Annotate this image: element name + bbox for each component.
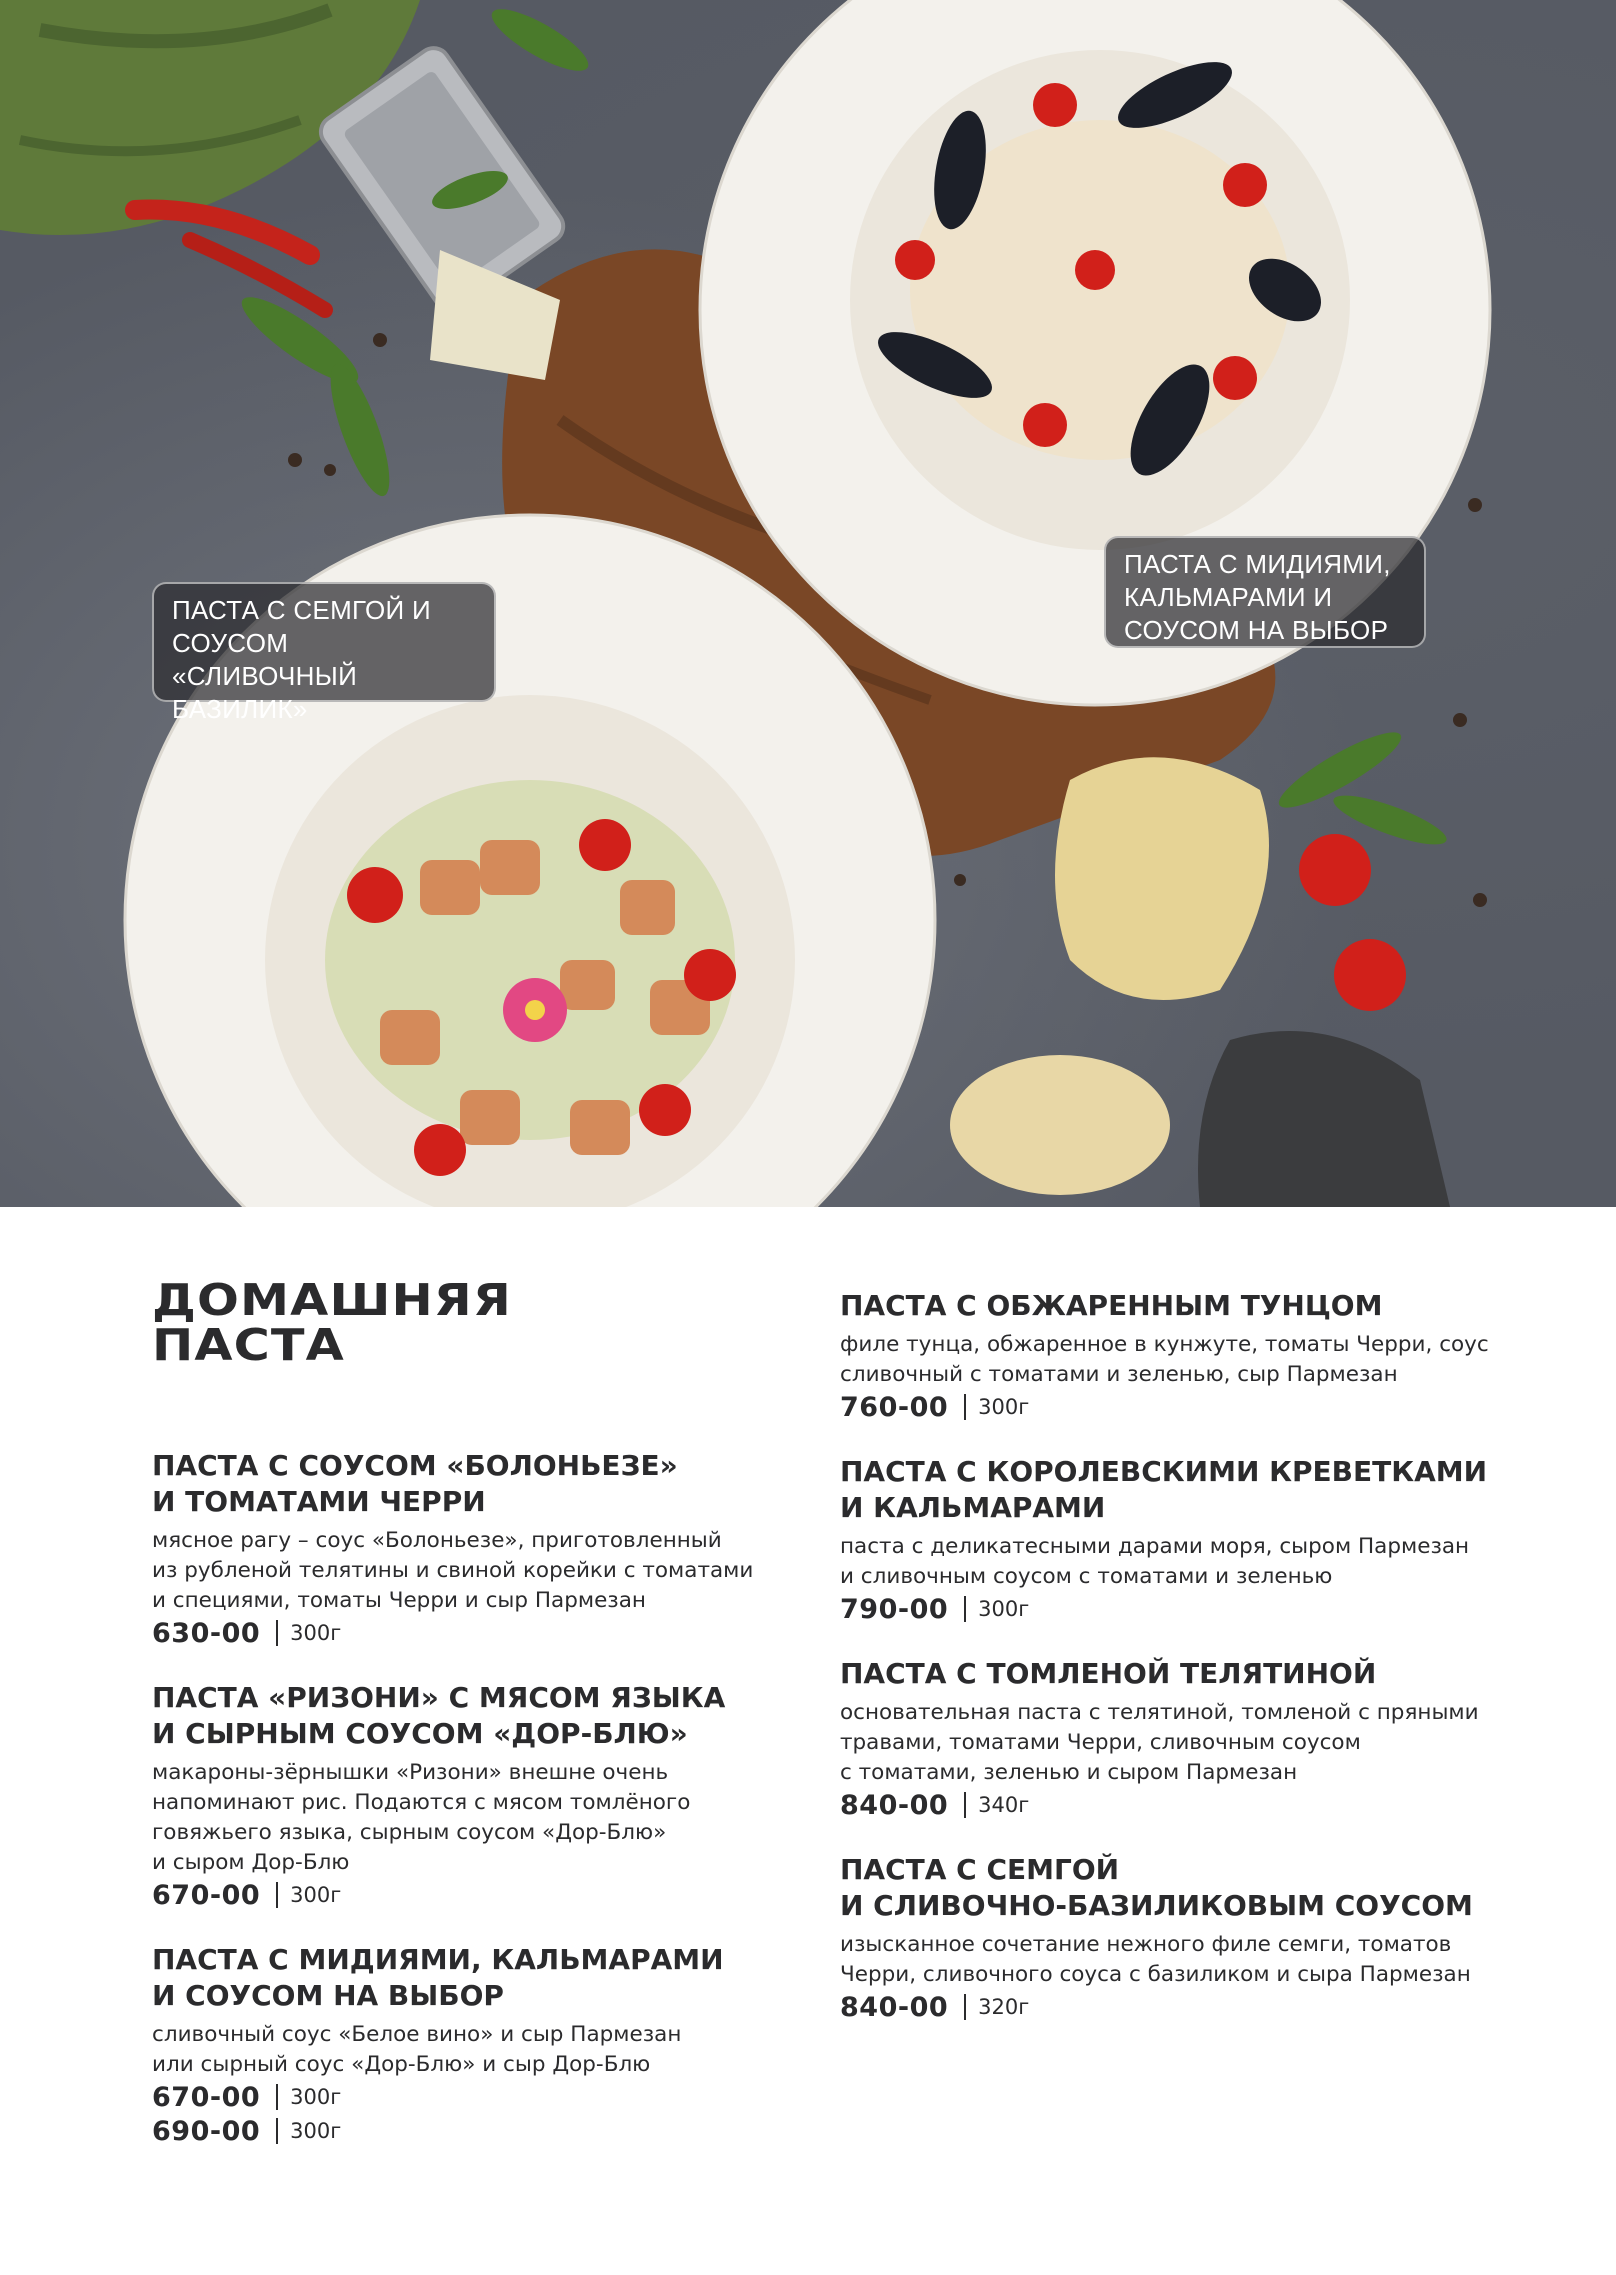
dish-name: ПАСТА С СОУСОМ «БОЛОНЬЕЗЕ» И ТОМАТАМИ ЧЕРРИ — [152, 1449, 678, 1518]
photo-label-mussels-pasta: ПАСТА С МИДИЯМИ, КАЛЬМАРАМИ И СОУСОМ НА ВЫБОР — [1104, 536, 1426, 648]
price-row — [840, 1990, 1500, 2024]
dish-description: сливочный соус «Белое вино» и сыр Пармезан или сырный соус «Дор-Блю» и сыр Дор-Блю — [152, 2022, 682, 2077]
dish-weight: 300г — [978, 1597, 1030, 1621]
menu-item — [840, 1288, 1500, 1424]
dish-description: макароны-зёрнышки «Ризони» внешне очень напоминают рис. Подаются с мясом томлёного говяжьего языка, сырным соусом «Дор-Блю» и сыром Дор-Блю — [152, 1760, 691, 1875]
menu-item — [840, 1852, 1500, 2024]
menu-item — [840, 1656, 1500, 1822]
menu-item — [152, 1680, 812, 1912]
price-separator — [964, 1596, 966, 1622]
price-separator — [276, 2084, 278, 2110]
dish-price: 630-00 — [152, 1617, 261, 1649]
dish-description: филе тунца, обжаренное в кунжуте, томаты Черри, соус сливочный с томатами и зеленью, сыр Пармезан — [840, 1332, 1489, 1387]
dish-name: ПАСТА С КОРОЛЕВСКИМИ КРЕВЕТКАМИ И КАЛЬМАРАМИ — [840, 1455, 1488, 1524]
menu-item — [152, 1942, 812, 2148]
price-separator — [276, 1882, 278, 1908]
dish-weight: 300г — [290, 1883, 342, 1907]
dish-name: ПАСТА С ТОМЛЕНОЙ ТЕЛЯТИНОЙ — [840, 1657, 1377, 1690]
price-row — [840, 1788, 1500, 1822]
dish-name: ПАСТА С МИДИЯМИ, КАЛЬМАРАМИ И СОУСОМ НА ВЫБОР — [152, 1943, 724, 2012]
dish-description: изысканное сочетание нежного филе семги, томатов Черри, сливочного соуса с базиликом и сыра Пармезан — [840, 1932, 1471, 1987]
dish-price: 840-00 — [840, 1789, 949, 1821]
dish-price: 670-00 — [152, 1879, 261, 1911]
price-separator — [276, 1620, 278, 1646]
menu-column-left — [152, 1448, 812, 2148]
dish-weight: 300г — [290, 2119, 342, 2143]
price-separator — [964, 1394, 966, 1420]
price-row — [152, 1616, 812, 1650]
dish-weight: 300г — [290, 1621, 342, 1645]
price-row — [840, 1592, 1500, 1626]
dish-price: 790-00 — [840, 1593, 949, 1625]
photo-label-salmon-pasta: ПАСТА С СЕМГОЙ И СОУСОМ «СЛИВОЧНЫЙ БАЗИЛИК» — [152, 582, 496, 702]
dish-weight: 300г — [290, 2085, 342, 2109]
price-row — [152, 2080, 812, 2114]
price-row — [152, 1878, 812, 1912]
price-separator — [964, 1792, 966, 1818]
price-separator — [964, 1994, 966, 2020]
price-separator — [276, 2118, 278, 2144]
section-title: ДОМАШНЯЯ ПАСТА — [152, 1275, 512, 1371]
dish-name: ПАСТА С ОБЖАРЕННЫМ ТУНЦОМ — [840, 1289, 1383, 1322]
dish-name: ПАСТА С СЕМГОЙ И СЛИВОЧНО-БАЗИЛИКОВЫМ СОУСОМ — [840, 1853, 1473, 1922]
dish-price: 670-00 — [152, 2081, 261, 2113]
dish-weight: 300г — [978, 1395, 1030, 1419]
menu-column-right — [840, 1288, 1500, 2024]
dish-price: 840-00 — [840, 1991, 949, 2023]
dish-name: ПАСТА «РИЗОНИ» С МЯСОМ ЯЗЫКА И СЫРНЫМ СОУСОМ «ДОР-БЛЮ» — [152, 1681, 726, 1750]
dish-description: основательная паста с телятиной, томленой с пряными травами, томатами Черри, сливочным соусом с томатами, зеленью и сыром Пармезан — [840, 1700, 1479, 1785]
price-row — [152, 2114, 812, 2148]
menu-item — [152, 1448, 812, 1650]
menu-item — [840, 1454, 1500, 1626]
price-row — [840, 1390, 1500, 1424]
dish-description: мясное рагу – соус «Болоньезе», приготовленный из рубленой телятины и свиной корейки с томатами и специями, томаты Черри и сыр Пармезан — [152, 1528, 754, 1613]
dish-price: 760-00 — [840, 1391, 949, 1423]
dish-description: паста с деликатесными дарами моря, сыром Пармезан и сливочным соусом с томатами и зеленью — [840, 1534, 1470, 1589]
dish-price: 690-00 — [152, 2115, 261, 2147]
dish-weight: 340г — [978, 1793, 1030, 1817]
dish-weight: 320г — [978, 1995, 1030, 2019]
